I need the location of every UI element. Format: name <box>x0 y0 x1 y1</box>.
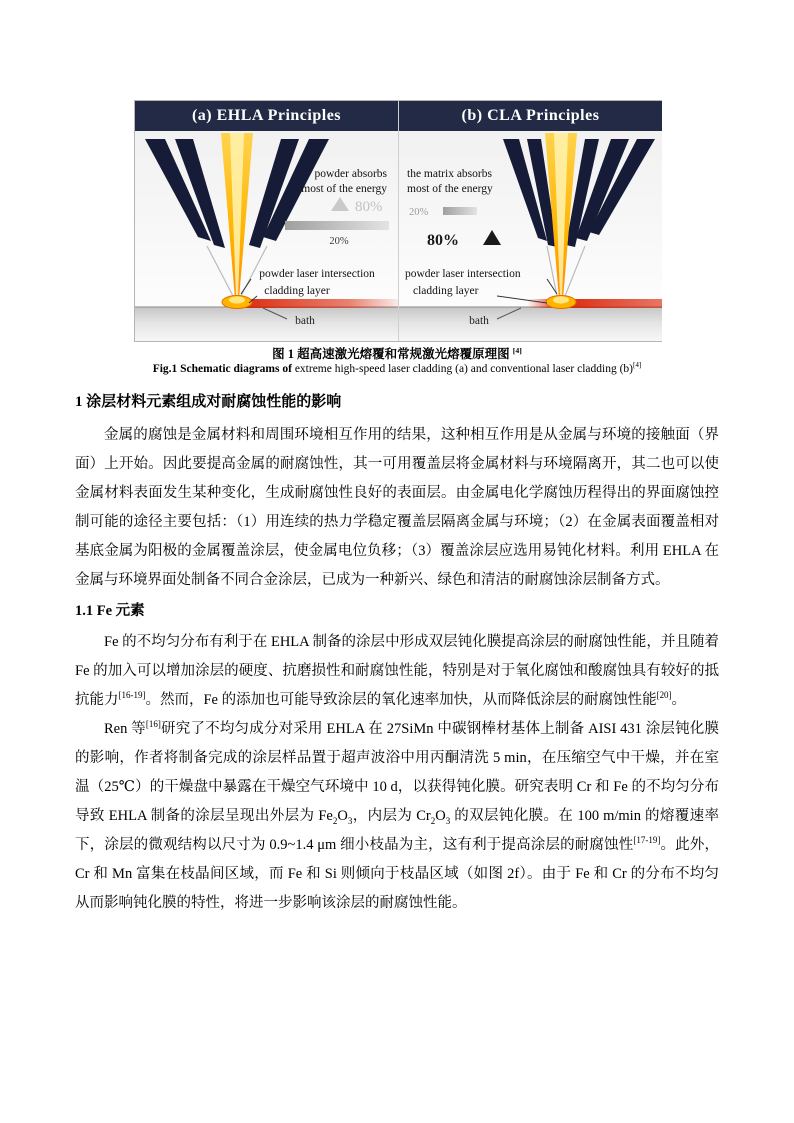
energy-bar-a <box>285 221 389 230</box>
figure-panel-b <box>398 101 662 341</box>
laser-percent-b: 80% <box>427 232 459 249</box>
ehla-diagram <box>135 131 398 341</box>
paragraph-2: Fe 的不均匀分布有利于在 EHLA 制备的涂层中形成双层钝化膜提高涂层的耐腐蚀性能，并且随着 Fe 的加入可以增加涂层的硬度、抗磨损性和耐腐蚀性能，特别是对于氧化腐蚀和酸腐蚀具有较好的抵抗能力[16-19]。然而，Fe 的添加也可能导致涂层的氧化速率加快，从而降低涂层的耐腐蚀性能[20]。 <box>75 634 719 708</box>
energy-annotation-line2-a: most of the energy <box>301 183 387 195</box>
melt-pool-glow-b <box>553 296 569 303</box>
other-percent-b: 20% <box>409 207 429 218</box>
cla-diagram <box>399 131 662 341</box>
energy-annotation-line1-b: the matrix absorbs <box>407 168 492 180</box>
cladding-label-a: cladding layer <box>264 285 330 297</box>
energy-annotation-line2-b: most of the energy <box>407 183 493 195</box>
laser-percent-a: 80% <box>355 199 383 215</box>
figure-1 <box>134 100 662 342</box>
document-body <box>75 388 719 918</box>
figure-caption-en: Fig.1 Schematic diagrams of extreme high-speed laser cladding (a) and conventional laser cladding (b)[4] <box>152 361 642 375</box>
figure-panel-a <box>135 101 398 341</box>
section-heading-1-1: 1.1 Fe 元素 <box>75 603 145 619</box>
section-heading-1: 1 涂层材料元素组成对耐腐蚀性能的影响 <box>75 394 342 410</box>
energy-annotation-line1-a: powder absorbs <box>314 168 387 180</box>
intersection-label-b: powder laser intersection <box>405 268 521 280</box>
panel-a-title: (a) EHLA Principles <box>135 101 398 131</box>
figure-caption-zh: 图 1 超高速激光熔覆和常规激光熔覆原理图 [4] <box>272 345 522 361</box>
other-percent-a: 20% <box>329 236 349 247</box>
cladding-label-b: cladding layer <box>413 285 479 297</box>
intersection-label-a: powder laser intersection <box>259 268 375 280</box>
bath-label-b: bath <box>469 315 489 327</box>
bath-area-b <box>399 307 662 341</box>
melt-track-a <box>237 299 398 308</box>
panel-b-title: (b) CLA Principles <box>399 101 662 131</box>
paragraph-3: Ren 等[16]研究了不均匀成分对采用 EHLA 在 27SiMn 中碳钢棒材基体上制备 AISI 431 涂层钝化膜的影响，作者将制备完成的涂层样品置于超声波浴中用丙酮清洗 5 min，在压缩空气中干燥，并在室温（25℃）的干燥盘中暴露在干燥空气环境中 10 d，以获得钝化膜。研究表明 Cr 和 Fe 的不均匀分布导致 EHLA 制备的涂层呈现出外层为 $Fe_2O_3$，内层为 $Cr_2O_3$ 的双层钝化膜。在 100 m/min 的熔覆速率下，涂层的微观结构以尺寸为 0.9~1.4 μm 细小枝晶为主，这有利于提高涂层的耐腐蚀性[17-19]。此外，Cr 和 Mn 富集在枝晶间区域，而 Fe 和 Si 则倾向于枝晶区域（如图 2f）。由于 Fe 和 Cr 的分布不均匀从而影响钝化膜的特性，将进一步影响该涂层的耐腐蚀性能。 <box>75 719 719 911</box>
melt-pool-glow-a <box>229 296 245 303</box>
bath-label-a: bath <box>295 315 315 327</box>
paragraph-1: 金属的腐蚀是金属材料和周围环境相互作用的结果，这种相互作用是从金属与环境的接触面（界面）上开始。因此要提高金属的耐腐蚀性，其一可用覆盖层将金属材料与环境隔离开，其二也可以使金属材料表面发生某种变化，生成耐腐蚀性良好的表面层。由金属电化学腐蚀历程得出的界面腐蚀控制可能的途径主要包括：（1）用连续的热力学稳定覆盖层隔离金属与环境；（2）在金属表面覆盖相对基底金属为阳极的金属覆盖涂层，使金属电位负移；（3）覆盖涂层应选用易钝化材料。利用 EHLA 在金属与环境界面处制备不同合金涂层，已成为一种新兴、绿色和清洁的耐腐蚀涂层制备方式。 <box>75 427 719 588</box>
energy-bar-b <box>443 207 477 215</box>
bath-area-a <box>135 307 398 341</box>
